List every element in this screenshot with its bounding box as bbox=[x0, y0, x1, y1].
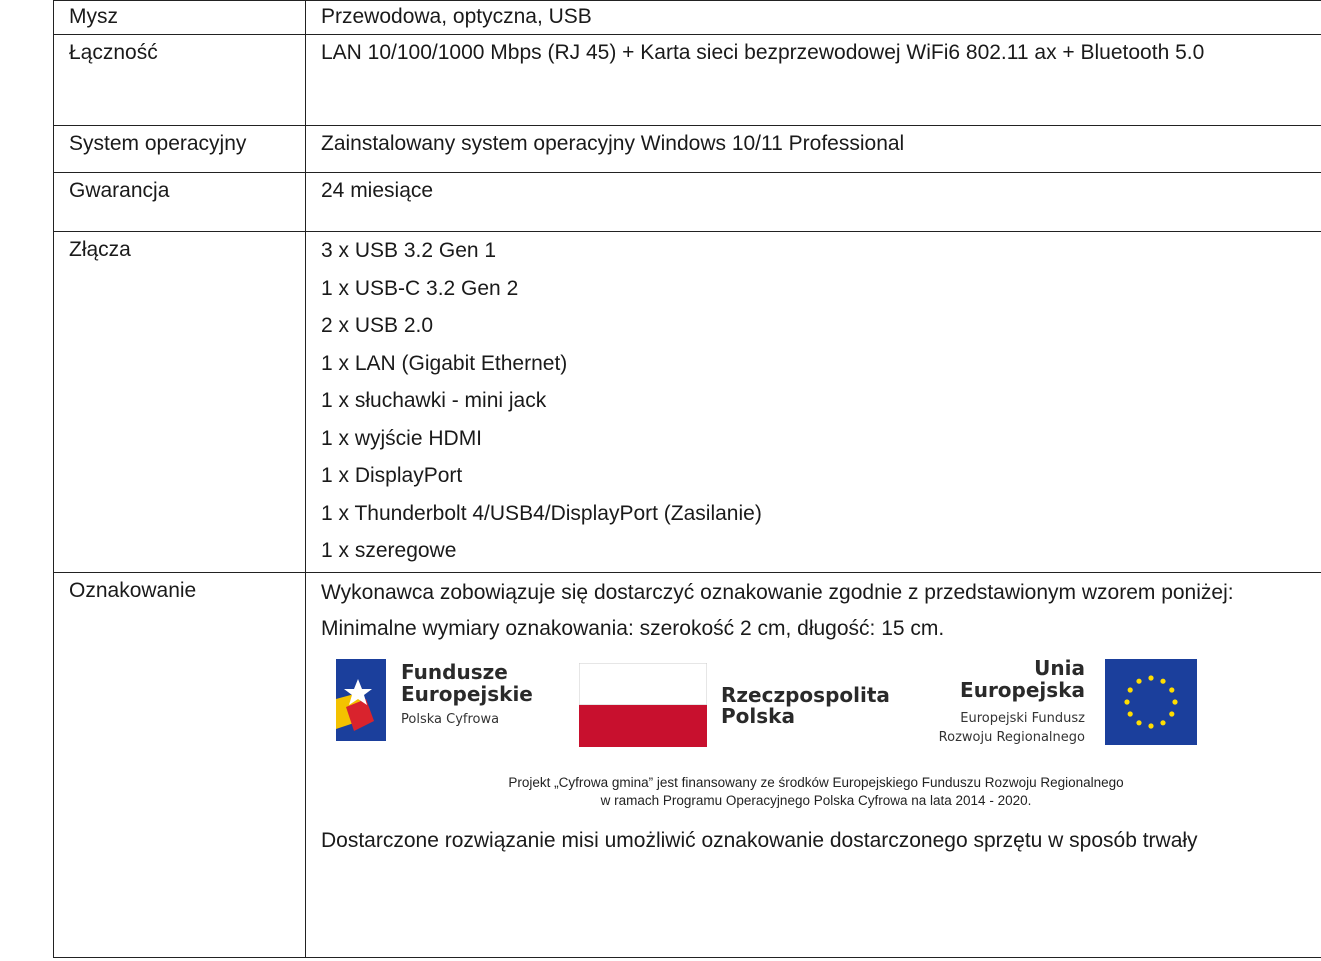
funding-caption: Projekt „Cyfrowa gmina” jest finansowany ze środków Europejskiego Funduszu Rozwoju Regionalnego w ramach Programu Operacyjnego Polska Cyfrowa na lata 2014 - 2020. bbox=[508, 775, 1124, 808]
eu-star-icon bbox=[1169, 711, 1174, 716]
eu-star-icon bbox=[1172, 699, 1177, 704]
eu-star-icon bbox=[1136, 679, 1141, 684]
list-item: 1 x słuchawki - mini jack bbox=[321, 389, 547, 412]
marking-intro: Wykonawca zobowiązuje się dostarczyć oznakowanie zgodnie z przedstawionym wzorem poniżej: bbox=[321, 581, 1234, 604]
list-item: 1 x USB-C 3.2 Gen 2 bbox=[321, 276, 519, 300]
unia-europejska-text: Unia Europejska Europejski Fundusz Rozwoju Regionalnego bbox=[938, 656, 1085, 745]
marking-outro: Dostarczone rozwiązanie misi umożliwić oznakowanie dostarczonego sprzętu w sposób trwały bbox=[321, 829, 1198, 852]
table-row bbox=[54, 1, 1321, 35]
eu-star-icon bbox=[1128, 711, 1133, 716]
list-item: 1 x szeregowe bbox=[321, 539, 457, 562]
eu-funding-logo-bar bbox=[321, 647, 1301, 829]
eu-star-icon bbox=[1160, 679, 1165, 684]
table-row bbox=[54, 126, 1321, 173]
specification-table bbox=[53, 0, 1321, 958]
table-row bbox=[54, 232, 1321, 573]
list-item: 1 x wyjście HDMI bbox=[321, 426, 483, 450]
row-label: Oznakowanie bbox=[54, 573, 306, 958]
row-value: Przewodowa, optyczna, USB bbox=[306, 1, 1321, 35]
row-value: Zainstalowany system operacyjny Windows 10/11 Professional bbox=[306, 126, 1321, 173]
polish-flag-logo bbox=[579, 663, 707, 747]
eu-star-icon bbox=[1169, 687, 1174, 692]
table-row bbox=[54, 173, 1321, 232]
table-row bbox=[54, 573, 1321, 958]
row-label: System operacyjny bbox=[54, 126, 306, 173]
eu-star-icon bbox=[1124, 699, 1129, 704]
list-item: 3 x USB 3.2 Gen 1 bbox=[321, 239, 497, 262]
row-label: Mysz bbox=[54, 1, 306, 35]
list-item: 2 x USB 2.0 bbox=[321, 314, 434, 337]
rzeczpospolita-polska-text: Rzeczpospolita Polska bbox=[721, 683, 890, 728]
eu-flag-icon bbox=[1105, 659, 1197, 745]
eu-star-icon bbox=[1128, 687, 1133, 692]
list-item: 1 x Thunderbolt 4/USB4/DisplayPort (Zasilanie) bbox=[321, 501, 762, 525]
list-item: 1 x DisplayPort bbox=[321, 464, 463, 487]
row-value bbox=[306, 232, 1321, 573]
eu-star-icon bbox=[1160, 720, 1165, 725]
row-label: Gwarancja bbox=[54, 173, 306, 232]
row-label: Złącza bbox=[54, 232, 306, 573]
row-label: Łączność bbox=[54, 35, 306, 126]
row-value bbox=[306, 573, 1321, 958]
eu-star-icon bbox=[1148, 723, 1153, 728]
eu-star-icon bbox=[1148, 675, 1153, 680]
row-value: LAN 10/100/1000 Mbps (RJ 45) + Karta sieci bezprzewodowej WiFi6 802.11 ax + Bluetooth 5.0 bbox=[306, 35, 1321, 126]
fundusze-europejskie-text: Fundusze Europejskie Polska Cyfrowa bbox=[401, 660, 533, 727]
eu-star-icon bbox=[1136, 720, 1141, 725]
list-item: 1 x LAN (Gigabit Ethernet) bbox=[321, 351, 568, 375]
table-row bbox=[54, 35, 1321, 126]
marking-dimensions: Minimalne wymiary oznakowania: szerokość 2 cm, długość: 15 cm. bbox=[321, 617, 945, 640]
fundusze-europejskie-logo bbox=[336, 659, 386, 741]
row-value: 24 miesiące bbox=[306, 173, 1321, 232]
